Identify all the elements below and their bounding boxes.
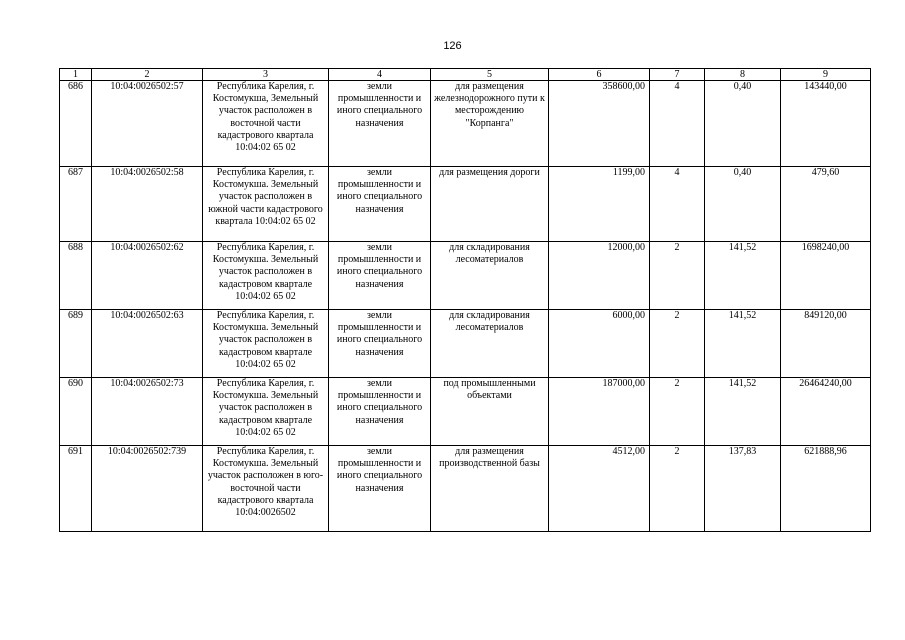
cadastral-value: 849120,00	[781, 310, 871, 378]
row-number: 687	[60, 167, 92, 242]
land-category: земли промышленности и иного специального назначения	[329, 81, 431, 167]
land-category: земли промышленности и иного специального назначения	[329, 378, 431, 446]
table-row	[60, 81, 871, 167]
plot-area: 358600,00	[549, 81, 650, 167]
column-header: 6	[549, 69, 650, 81]
row-number: 686	[60, 81, 92, 167]
table-row	[60, 242, 871, 310]
row-number: 689	[60, 310, 92, 378]
plot-area: 6000,00	[549, 310, 650, 378]
cadastral-number: 10:04:0026502:58	[92, 167, 203, 242]
group-code: 2	[650, 378, 705, 446]
cadastral-number: 10:04:0026502:739	[92, 446, 203, 532]
land-category: земли промышленности и иного специального назначения	[329, 167, 431, 242]
group-code: 4	[650, 167, 705, 242]
column-header: 3	[203, 69, 329, 81]
cadastral-number: 10:04:0026502:57	[92, 81, 203, 167]
land-category: земли промышленности и иного специального назначения	[329, 242, 431, 310]
land-category: земли промышленности и иного специального назначения	[329, 446, 431, 532]
cadastral-number: 10:04:0026502:63	[92, 310, 203, 378]
plot-area: 12000,00	[549, 242, 650, 310]
permitted-use: для размещения железнодорожного пути к месторождению "Корпанга"	[431, 81, 549, 167]
plot-area: 187000,00	[549, 378, 650, 446]
permitted-use: под промышленными объектами	[431, 378, 549, 446]
plot-area: 1199,00	[549, 167, 650, 242]
group-code: 2	[650, 446, 705, 532]
cadastral-value: 1698240,00	[781, 242, 871, 310]
permitted-use: для складирования лесоматериалов	[431, 310, 549, 378]
column-header: 2	[92, 69, 203, 81]
plot-location: Республика Карелия, г. Костомукша. Земельный участок расположен в кадастровом квартале 10:04:02 65 02	[203, 378, 329, 446]
column-header: 9	[781, 69, 871, 81]
column-header: 7	[650, 69, 705, 81]
land-category: земли промышленности и иного специального назначения	[329, 310, 431, 378]
row-number: 691	[60, 446, 92, 532]
group-code: 4	[650, 81, 705, 167]
column-header: 4	[329, 69, 431, 81]
plot-location: Республика Карелия, г. Костомукша. Земельный участок расположен в южной части кадастрового квартала 10:04:02 65 02	[203, 167, 329, 242]
table-header-row	[60, 69, 871, 81]
page-number: 126	[443, 40, 462, 52]
row-number: 690	[60, 378, 92, 446]
specific-value: 141,52	[705, 242, 781, 310]
column-header: 5	[431, 69, 549, 81]
specific-value: 0,40	[705, 81, 781, 167]
plot-location: Республика Карелия, г. Костомукша, Земельный участок расположен в восточной части кадастрового квартала 10:04:02 65 02	[203, 81, 329, 167]
cadastral-value: 621888,96	[781, 446, 871, 532]
specific-value: 137,83	[705, 446, 781, 532]
permitted-use: для размещения дороги	[431, 167, 549, 242]
group-code: 2	[650, 310, 705, 378]
table-row	[60, 310, 871, 378]
table-row	[60, 446, 871, 532]
column-header: 8	[705, 69, 781, 81]
cadastral-value: 143440,00	[781, 81, 871, 167]
cadastral-value: 26464240,00	[781, 378, 871, 446]
specific-value: 0,40	[705, 167, 781, 242]
plot-location: Республика Карелия, г. Костомукша. Земельный участок расположен в кадастровом квартале 10:04:02 65 02	[203, 242, 329, 310]
plot-area: 4512,00	[549, 446, 650, 532]
permitted-use: для размещения производственной базы	[431, 446, 549, 532]
cadastral-value: 479,60	[781, 167, 871, 242]
permitted-use: для складирования лесоматериалов	[431, 242, 549, 310]
group-code: 2	[650, 242, 705, 310]
column-header: 1	[60, 69, 92, 81]
cadastral-number: 10:04:0026502:73	[92, 378, 203, 446]
row-number: 688	[60, 242, 92, 310]
table-row	[60, 378, 871, 446]
plot-location: Республика Карелия, г. Костомукша. Земельный участок расположен в кадастровом квартале 10:04:02 65 02	[203, 310, 329, 378]
land-plots-table	[59, 68, 871, 532]
table-row	[60, 167, 871, 242]
plot-location: Республика Карелия, г. Костомукша. Земельный участок расположен в юго-восточной части кадастрового квартала 10:04:0026502	[203, 446, 329, 532]
specific-value: 141,52	[705, 378, 781, 446]
cadastral-number: 10:04:0026502:62	[92, 242, 203, 310]
specific-value: 141,52	[705, 310, 781, 378]
